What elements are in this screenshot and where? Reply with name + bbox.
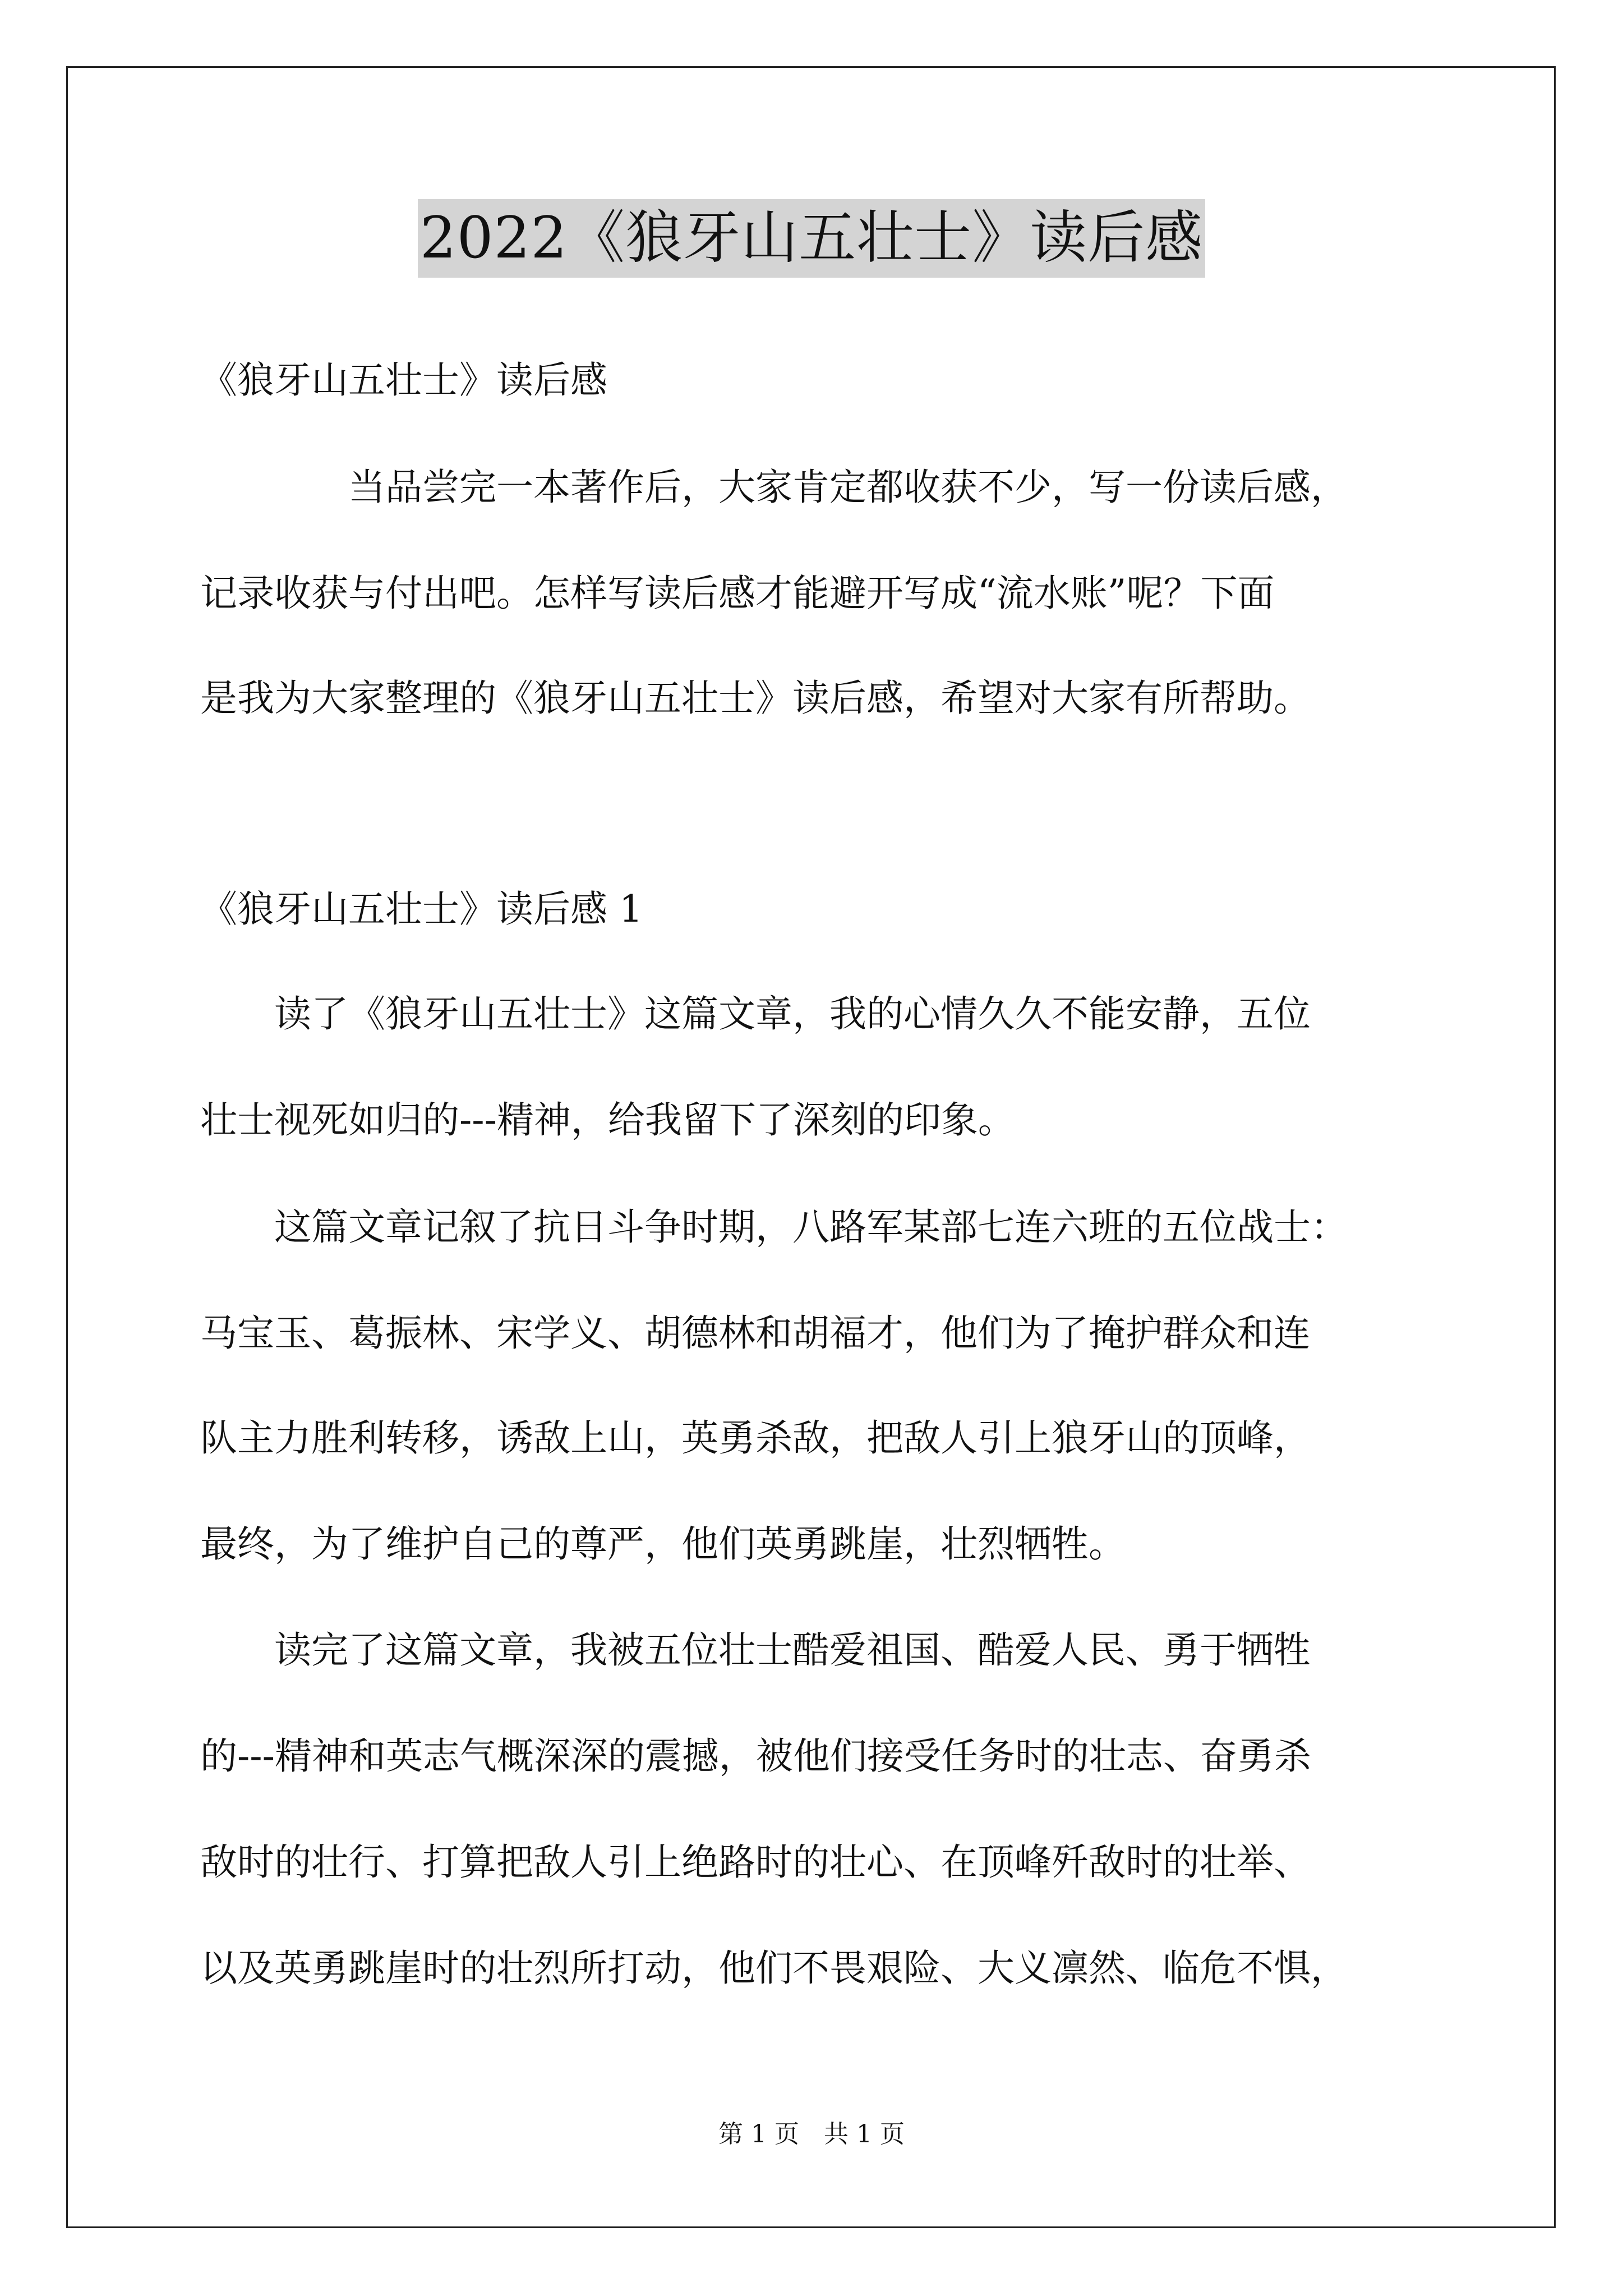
intro-line: 是我为大家整理的《狼牙山五壮士》读后感，希望对大家有所帮助。	[200, 677, 1311, 720]
body-line: 壮士视死如归的---精神，给我留下了深刻的印象。	[200, 1098, 1015, 1142]
body-line: 读了《狼牙山五壮士》这篇文章，我的心情久久不能安静，五位	[200, 992, 1311, 1036]
title-container	[0, 199, 1623, 278]
intro-line: 记录收获与付出吧。怎样写读后感才能避开写成“流水账”呢？下面	[200, 572, 1275, 615]
document-title: 2022《狼牙山五壮士》读后感	[418, 199, 1206, 278]
body-line: 最终，为了维护自己的尊严，他们英勇跳崖，壮烈牺牲。	[200, 1522, 1126, 1566]
page-footer: 第 1 页 共 1 页	[718, 2120, 905, 2148]
section-heading: 《狼牙山五壮士》读后感 1	[200, 887, 643, 931]
body-line: 马宝玉、葛振林、宋学义、胡德林和胡福才，他们为了掩护群众和连	[200, 1312, 1311, 1355]
body-line: 以及英勇跳崖时的壮烈所打动，他们不畏艰险、大义凛然、临危不惧，	[200, 1947, 1348, 1990]
body-line: 这篇文章记叙了抗日斗争时期，八路军某部七连六班的五位战士：	[200, 1205, 1348, 1249]
body-line: 读完了这篇文章，我被五位壮士酷爱祖国、酷爱人民、勇于牺牲	[200, 1628, 1311, 1672]
body-line: 队主力胜利转移，诱敌上山，英勇杀敌，把敌人引上狼牙山的顶峰，	[200, 1416, 1311, 1460]
body-line: 的---精神和英志气概深深的震撼，被他们接受任务时的壮志、奋勇杀	[200, 1734, 1311, 1778]
intro-line: 当品尝完一本著作后，大家肯定都收获不少，写一份读后感，	[200, 466, 1348, 509]
document-subtitle: 《狼牙山五壮士》读后感	[200, 358, 607, 402]
body-line: 敌时的壮行、打算把敌人引上绝路时的壮心、在顶峰歼敌时的壮举、	[200, 1841, 1311, 1884]
